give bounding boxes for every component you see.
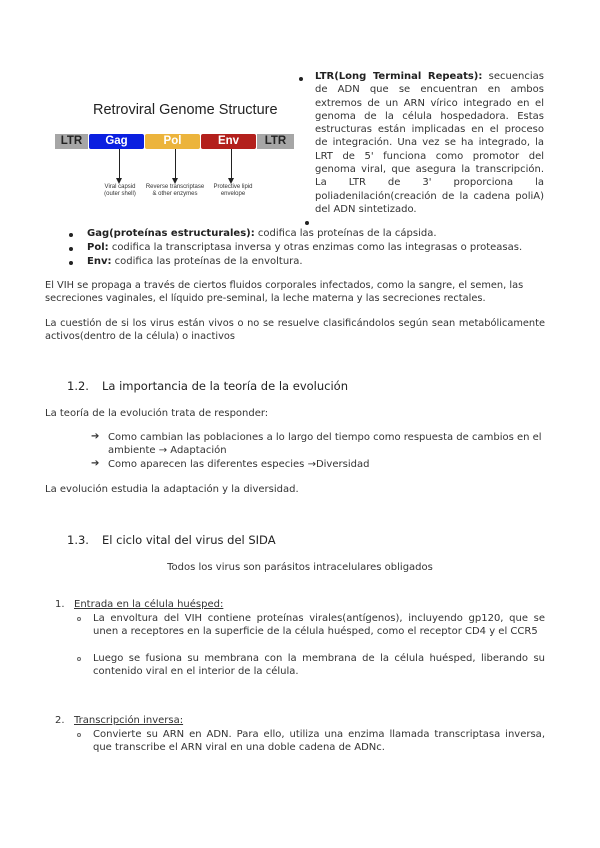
arrow-bullet-icon: ➔ [91,431,100,442]
circle-bullet-icon [77,657,81,661]
bullet-icon [69,247,73,251]
caption: envelope [220,191,246,197]
segment-gag: Gag [89,134,144,149]
bullet-icon [69,261,73,265]
caption: Viral capsid [104,184,136,190]
caption: & other enzymes [152,191,198,197]
segment-pol: Pol [145,134,200,149]
segment-ltr-5: LTR [55,134,88,149]
arrow-icon [231,149,232,179]
centered-statement: Todos los virus son parásitos intracelulares obligados [167,562,433,573]
gene-pol: Pol: codifica la transcriptasa inversa y otras enzimas como las integrasas o proteasas. [87,242,523,253]
evolution-outro: La evolución estudia la adaptación y la diversidad. [45,484,299,495]
step-title: Transcripción inversa: [74,715,184,726]
caption: Reverse transcriptase [145,184,205,190]
section-number: 1.2. [67,379,89,393]
figure-title: Retroviral Genome Structure [93,102,278,118]
evolution-item: Como cambian las poblaciones a lo largo del tiempo como respuesta de cambios en el ambiente → Adaptación [108,432,542,457]
step-number: 2. [55,715,65,726]
bullet-icon [305,221,309,225]
evolution-intro: La teoría de la evolución trata de responder: [45,408,269,419]
evolution-item: Como aparecen las diferentes especies →Diversidad [108,459,370,470]
ltr-description: LTR(Long Terminal Repeats): secuencias de ADN que se encuentran en ambos extremos de un ARN vírico integrado en el genoma de la célula hospedadora. Estas estructuras están implicadas en el proceso de integración. Una vez se ha integrado, la LRT de 5' funciona como promotor del genoma viral, que asegura la transcripción. La LTR de 3' proporciona la poliadenilación(creación de la cadena poliA) del ADN sintetizado. [315,71,544,215]
arrow-bullet-icon: ➔ [91,458,100,469]
circle-bullet-icon [77,617,81,621]
segment-ltr-3: LTR [257,134,294,149]
segment-env: Env [201,134,256,149]
arrow-icon [175,149,176,179]
circle-bullet-icon [77,733,81,737]
bullet-icon [69,233,73,237]
step-item: La envoltura del VIH contiene proteínas virales(antígenos), incluyendo gp120, que se unen a receptores en la superficie de la célula huésped, como el receptor CD4 y el CCR5 [93,613,545,638]
step-title: Entrada en la célula huésped: [74,599,224,610]
section-title: La importancia de la teoría de la evolución [102,379,348,393]
paragraph-transmission: El VIH se propaga a través de ciertos fluidos corporales infectados, como la sangre, el semen, las secreciones vaginales, el líquido pre-seminal, la leche materna y las secreciones rectales. [45,280,524,305]
caption: (outer shell) [104,191,136,197]
step-item: Convierte su ARN en ADN. Para ello, utiliza una enzima llamada transcriptasa inversa, que transcribe el ARN viral en una doble cadena de ADNc. [93,729,545,754]
step-item: Luego se fusiona su membrana con la membrana de la célula huésped, liberando su contenido viral en el interior de la célula. [93,653,545,678]
bullet-icon [299,77,303,81]
gene-gag: Gag(proteínas estructurales): codifica las proteínas de la cápsida. [87,228,437,239]
caption: Protective lipid [213,184,253,190]
section-number: 1.3. [67,533,89,547]
section-title: El ciclo vital del virus del SIDA [102,533,276,547]
arrow-icon [119,149,120,179]
gene-env: Env: codifica las proteínas de la envoltura. [87,256,303,267]
step-number: 1. [55,599,65,610]
paragraph-alive: La cuestión de si los virus están vivos o no se resuelve clasificándolos según sean metabólicamente activos(dentro de la célula) o inactivos [45,318,545,343]
